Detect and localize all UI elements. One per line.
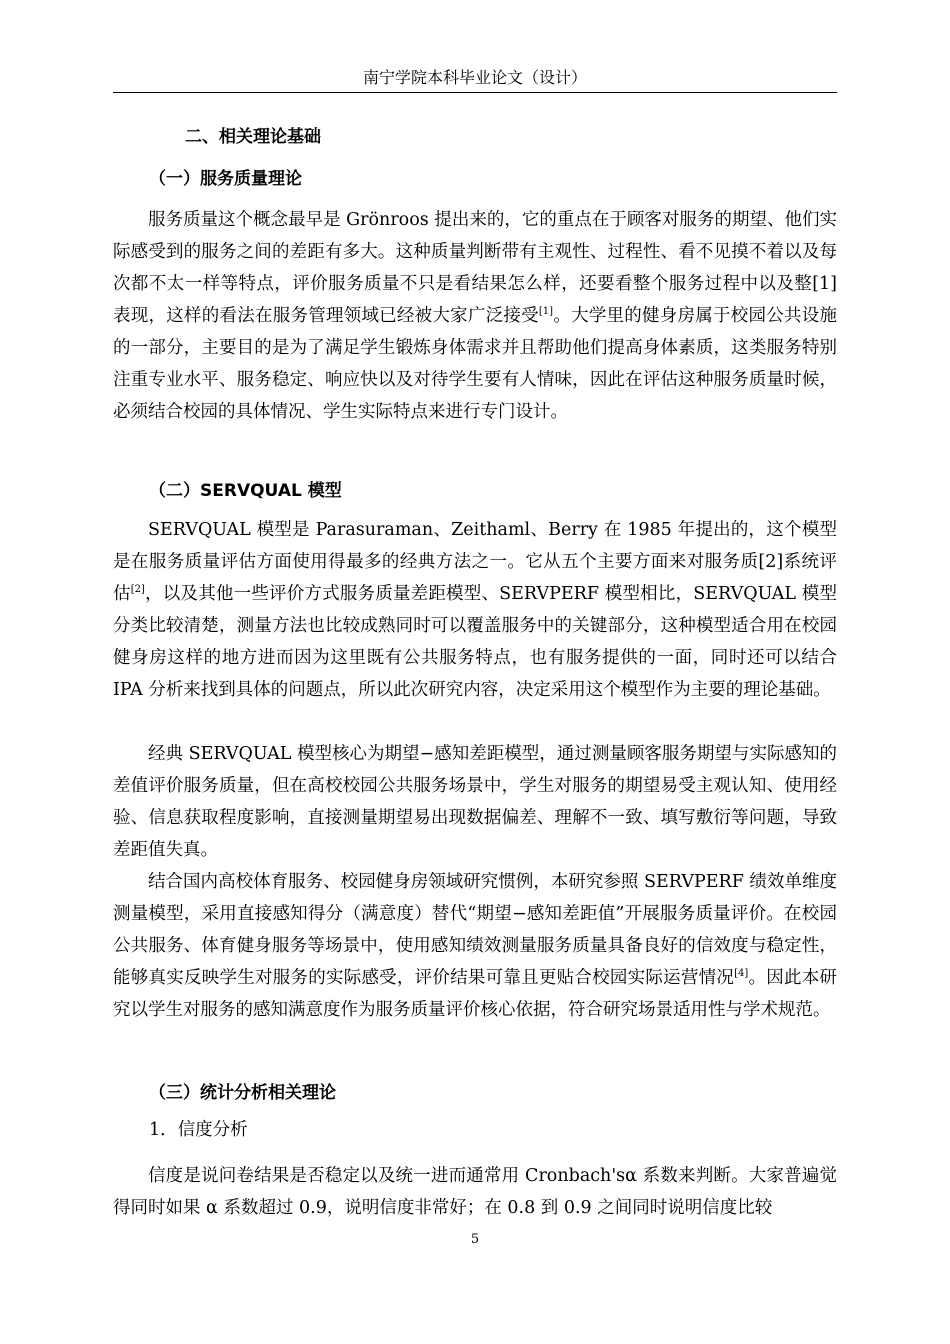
- page-number: 5: [470, 1232, 480, 1247]
- subsection-heading-servqual: （二）SERVQUAL 模型: [149, 481, 342, 501]
- paragraph-servqual-classic: 经典 SERVQUAL 模型核心为期望−感知差距模型，通过测量顾客服务期望与实际感知的差值评价服务质量，但在高校校园公共服务场景中，学生对服务的期望易受主观认知、使用经验、信息获取程度影响，直接测量期望易出现数据偏差、理解不一致、填写敷衍等问题，导致差距值失真。: [113, 744, 837, 860]
- citation-mark: [2]: [130, 584, 145, 596]
- paragraph-reliability: 信度是说问卷结果是否稳定以及统一进而通常用 Cronbach'sα 系数来判断。大家普遍觉得同时如果 α 系数超过 0.9，说明信度非常好；在 0.8 到 0.9 之间同时说明信度比较: [113, 1166, 837, 1218]
- list-item-reliability: 1．信度分析: [149, 1120, 248, 1140]
- section-heading: 二、相关理论基础: [185, 127, 321, 147]
- paragraph-text: 服务质量这个概念最早是 Grönroos 提出来的，它的重点在于顾客对服务的期望、他们实际感受到的服务之间的差距有多大。这种质量判断带有主观性、过程性、看不见摸不着以及每次都不太一样等特点，评价服务质量不只是看结果怎么样，还要看整个服务过程中以及整[1]表现，这样的看法在服务管理领域已经被大家广泛接受: [113, 210, 837, 326]
- paragraph-servperf: [113, 866, 837, 1026]
- paragraph-text: 结合国内高校体育服务、校园健身房领域研究惯例，本研究参照 SERVPERF 绩效单维度测量模型，采用直接感知得分（满意度）替代“期望−感知差距值”开展服务质量评价。在校园公共服务、体育健身服务等场景中，使用感知绩效测量服务质量具备良好的信效度与稳定性，能够真实反映学生对服务的实际感受，评价结果可靠且更贴合校园实际运营情况: [113, 872, 837, 988]
- running-header: 南宁学院本科毕业论文（设计）: [362, 68, 587, 87]
- subsection-heading-service-quality: （一）服务质量理论: [149, 169, 302, 189]
- paragraph-text: SERVQUAL 模型是 Parasuraman、Zeithaml、Berry 在 1985 年提出的，这个模型是在服务质量评估方面使用得最多的经典方法之一。它从五个主要方面来对服务质[2]系统评估: [113, 520, 837, 604]
- header-rule: [113, 92, 837, 93]
- citation-mark: [1]: [538, 306, 554, 318]
- paragraph-text: 。大学里的健身房属于校园公共设施的一部分，主要目的是为了满足学生锻炼身体需求并且帮助他们提高身体素质，这类服务特别注重专业水平、服务稳定、响应快以及对待学生要有人情味，因此在评估这种服务质量时候，必须结合校园的具体情况、学生实际特点来进行专门设计。: [113, 306, 838, 422]
- paragraph-text: 。因此本研究以学生对服务的感知满意度作为服务质量评价核心依据，符合研究场景适用性与学术规范。: [113, 968, 838, 1020]
- subsection-heading-statistics: （三）统计分析相关理论: [149, 1083, 336, 1103]
- paragraph-service-quality: [113, 204, 837, 428]
- paragraph-servqual-intro: [113, 514, 837, 706]
- paragraph-text: ，以及其他一些评价方式服务质量差距模型、SERVPERF 模型相比，SERVQUAL 模型分类比较清楚，测量方法也比较成熟同时可以覆盖服务中的关键部分，这种模型适合用在校园健身房这样的地方进而因为这里既有公共服务特点，也有服务提供的一面，同时还可以结合 IPA 分析来找到具体的问题点，所以此次研究内容，决定采用这个模型作为主要的理论基础。: [113, 584, 838, 700]
- citation-mark: [4]: [734, 968, 749, 980]
